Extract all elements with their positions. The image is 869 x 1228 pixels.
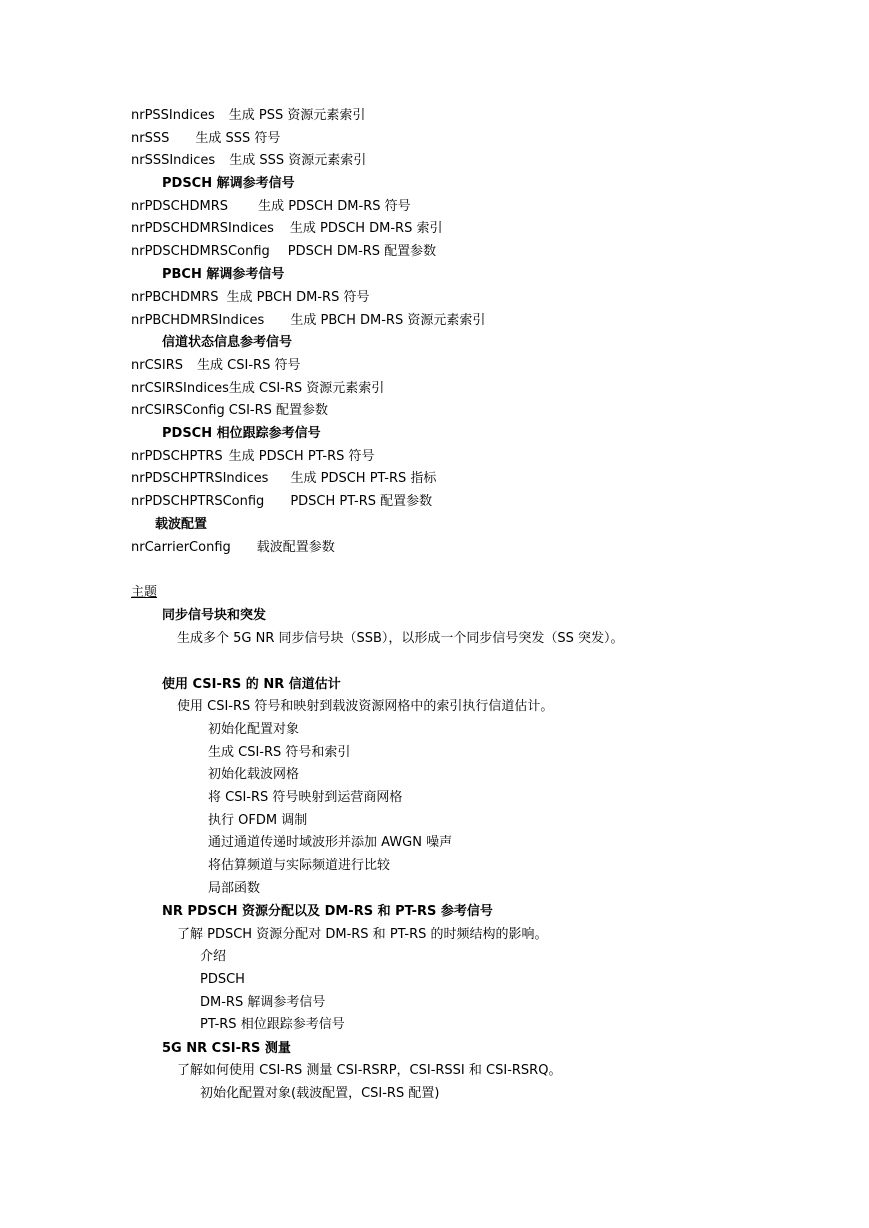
function-entry bbox=[131, 380, 384, 398]
function-desc: 生成 SSS 资源元素索引 bbox=[229, 153, 367, 168]
function-desc: 载波配置参数 bbox=[256, 540, 335, 555]
function-desc: 生成 PDSCH PT-RS 指标 bbox=[290, 471, 437, 486]
topic-step[interactable]: PT-RS 相位跟踪参考信号 bbox=[200, 1017, 345, 1032]
function-name: nrPDSCHDMRSConfig bbox=[131, 244, 270, 259]
topics-heading[interactable]: 主题 bbox=[131, 585, 158, 600]
section-heading: 载波配置 bbox=[155, 517, 208, 532]
topic-title[interactable]: 5G NR CSI-RS 测量 bbox=[162, 1041, 291, 1056]
function-name: nrCSIRS bbox=[131, 358, 184, 373]
function-entry bbox=[131, 448, 375, 466]
topic-title[interactable]: NR PDSCH 资源分配以及 DM-RS 和 PT-RS 参考信号 bbox=[162, 904, 493, 919]
topic-title[interactable]: 同步信号块和突发 bbox=[162, 608, 267, 623]
topic-desc: 生成多个 5G NR 同步信号块（SSB），以形成一个同步信号突发（SS 突发）。 bbox=[177, 631, 624, 646]
topic-step[interactable]: 局部函数 bbox=[208, 881, 261, 896]
topic-step[interactable]: 生成 CSI-RS 符号和索引 bbox=[208, 745, 351, 760]
function-desc: 生成 PBCH DM-RS 资源元素索引 bbox=[290, 313, 486, 328]
function-name: nrPDSCHPTRS bbox=[131, 449, 223, 464]
topic-desc: 使用 CSI-RS 符号和映射到载波资源网格中的索引执行信道估计。 bbox=[177, 699, 554, 714]
topic-step[interactable]: 将估算频道与实际频道进行比较 bbox=[208, 858, 391, 873]
topic-desc: 了解 PDSCH 资源分配对 DM-RS 和 PT-RS 的时频结构的影响。 bbox=[177, 927, 548, 942]
topic-step[interactable]: 初始化载波网格 bbox=[208, 767, 300, 782]
function-entry bbox=[131, 107, 365, 125]
function-name: nrPSSIndices bbox=[131, 108, 215, 123]
topic-step[interactable]: 初始化配置对象 bbox=[208, 722, 300, 737]
function-entry bbox=[131, 243, 436, 261]
function-desc: 生成 SSS 符号 bbox=[195, 131, 281, 146]
function-name: nrPBCHDMRS bbox=[131, 290, 219, 305]
topic-step[interactable]: 通过通道传递时域波形并添加 AWGN 噪声 bbox=[208, 835, 453, 850]
function-entry bbox=[131, 402, 328, 420]
function-name: nrPBCHDMRSIndices bbox=[131, 313, 265, 328]
function-name: nrSSS bbox=[131, 131, 170, 146]
function-entry bbox=[131, 220, 442, 238]
function-entry bbox=[131, 493, 432, 511]
function-desc: PDSCH PT-RS 配置参数 bbox=[290, 494, 433, 509]
function-desc: 生成 PBCH DM-RS 符号 bbox=[226, 290, 370, 305]
section-heading: PDSCH 解调参考信号 bbox=[162, 176, 295, 191]
function-desc: 生成 CSI-RS 符号 bbox=[197, 358, 301, 373]
function-desc: 生成 PSS 资源元素索引 bbox=[228, 108, 366, 123]
section-heading: 信道状态信息参考信号 bbox=[162, 335, 293, 350]
topic-step[interactable]: 介绍 bbox=[200, 949, 227, 964]
function-desc: 生成 PDSCH PT-RS 符号 bbox=[228, 449, 375, 464]
function-name: nrPDSCHPTRSConfig bbox=[131, 494, 265, 509]
section-heading: PDSCH 相位跟踪参考信号 bbox=[162, 426, 321, 441]
topic-desc: 了解如何使用 CSI-RS 测量 CSI-RSRP，CSI-RSSI 和 CSI-RSRQ。 bbox=[177, 1063, 562, 1078]
function-name: nrCSIRSIndices bbox=[131, 381, 229, 396]
function-desc: CSI-RS 配置参数 bbox=[228, 403, 329, 418]
topic-step[interactable]: DM-RS 解调参考信号 bbox=[200, 995, 326, 1010]
function-entry bbox=[131, 357, 300, 375]
function-name: nrPDSCHPTRSIndices bbox=[131, 471, 269, 486]
function-desc: 生成 CSI-RS 资源元素索引 bbox=[228, 381, 385, 396]
function-name: nrPDSCHDMRS bbox=[131, 199, 229, 214]
topic-step[interactable]: 将 CSI-RS 符号映射到运营商网格 bbox=[208, 790, 403, 805]
topic-step[interactable]: 执行 OFDM 调制 bbox=[208, 813, 308, 828]
function-entry bbox=[131, 539, 335, 557]
function-entry bbox=[131, 312, 485, 330]
topic-step[interactable]: 初始化配置对象(载波配置，CSI-RS 配置) bbox=[200, 1086, 440, 1101]
function-name: nrCarrierConfig bbox=[131, 540, 231, 555]
section-heading: PBCH 解调参考信号 bbox=[162, 267, 285, 282]
function-desc: PDSCH DM-RS 配置参数 bbox=[287, 244, 437, 259]
function-entry bbox=[131, 152, 366, 170]
function-desc: 生成 PDSCH DM-RS 符号 bbox=[258, 199, 411, 214]
topic-title[interactable]: 使用 CSI-RS 的 NR 信道估计 bbox=[162, 677, 341, 692]
function-entry bbox=[131, 130, 280, 148]
function-entry bbox=[131, 470, 436, 488]
function-name: nrSSSIndices bbox=[131, 153, 216, 168]
topic-step[interactable]: PDSCH bbox=[200, 972, 245, 987]
function-name: nrCSIRSConfig bbox=[131, 403, 225, 418]
function-name: nrPDSCHDMRSIndices bbox=[131, 221, 274, 236]
function-desc: 生成 PDSCH DM-RS 索引 bbox=[289, 221, 443, 236]
function-entry bbox=[131, 198, 411, 216]
function-entry bbox=[131, 289, 369, 307]
